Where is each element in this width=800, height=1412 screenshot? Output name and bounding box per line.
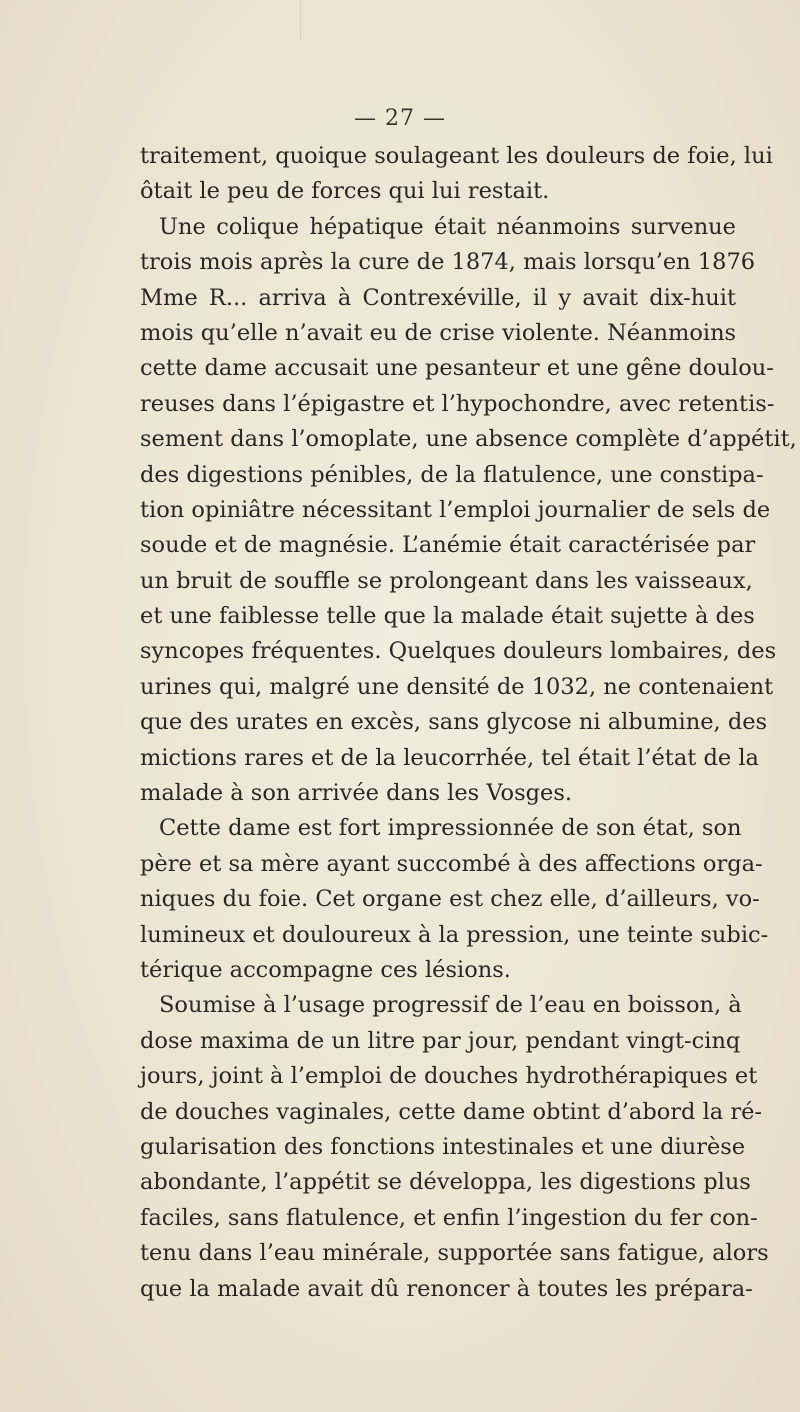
text-line: mictions rares et de la leucorrhée, tel était l’état de la (140, 744, 759, 771)
paragraph (140, 988, 769, 1307)
text-line: jours, joint à l’emploi de douches hydrothérapiques et (140, 1063, 758, 1090)
text-line: Cette dame est fort impressionnée de son état, son (159, 815, 742, 842)
text-line: un bruit de souffle se prolongeant dans les vaisseaux, (140, 567, 753, 594)
text-line: que la malade avait dû renoncer à toutes les prépara- (140, 1275, 753, 1302)
text-line: ôtait le peu de forces qui lui restait. (140, 178, 550, 205)
body-text (140, 139, 797, 1307)
text-line: urines qui, malgré une densité de 1032, ne contenaient (140, 673, 774, 700)
text-line: malade à son arrivée dans les Vosges. (140, 780, 573, 807)
paper-crease (300, 0, 301, 40)
text-line: tenu dans l’eau minérale, supportée sans fatigue, alors (140, 1240, 769, 1267)
text-line: Une colique hépatique était néanmoins survenue (159, 213, 736, 240)
text-line: syncopes fréquentes. Quelques douleurs lombaires, des (140, 638, 777, 665)
paragraph (140, 811, 769, 988)
text-line: de douches vaginales, cette dame obtint d’abord la ré- (140, 1098, 763, 1125)
text-line: que des urates en excès, sans glycose ni albumine, des (140, 709, 768, 736)
text-line: traitement, quoique soulageant les douleurs de foie, lui (140, 143, 773, 169)
text-line: sement dans l’omoplate, une absence complète d’appétit, (140, 426, 797, 453)
text-line: Mme R... arriva à Contrexéville, il y avait dix-huit (140, 284, 736, 311)
text-line: lumineux et douloureux à la pression, une teinte subic- (140, 921, 769, 948)
text-line: cette dame accusait une pesanteur et une gêne doulou- (140, 355, 774, 382)
text-line: tion opiniâtre nécessitant l’emploi journalier de sels de (140, 496, 771, 523)
text-line: faciles, sans flatulence, et enfin l’ingestion du fer con- (140, 1204, 758, 1231)
text-line: soude et de magnésie. L’anémie était caractérisée par (140, 532, 756, 559)
page-number: — 27 — (354, 106, 446, 131)
text-line: trois mois après la cure de 1874, mais lorsqu’en 1876 (140, 249, 756, 276)
text-line: Soumise à l’usage progressif de l’eau en boisson, à (159, 992, 742, 1019)
text-line: niques du foie. Cet organe est chez elle, d’ailleurs, vo- (140, 886, 760, 913)
paragraph (140, 139, 773, 210)
text-line: gularisation des fonctions intestinales et une diurèse (140, 1133, 746, 1160)
text-line: mois qu’elle n’avait eu de crise violente. Néanmoins (140, 319, 737, 346)
text-line: abondante, l’appétit se développa, les digestions plus (140, 1169, 751, 1196)
paragraph (140, 210, 797, 812)
text-line: et une faiblesse telle que la malade était sujette à des (140, 603, 755, 630)
text-line: reuses dans l’épigastre et l’hypochondre, avec retentis- (140, 390, 775, 417)
text-line: térique accompagne ces lésions. (140, 956, 511, 983)
text-line: des digestions pénibles, de la flatulence, une constipa- (140, 461, 764, 488)
text-line: père et sa mère ayant succombé à des affections orga- (140, 850, 763, 877)
text-line: dose maxima de un litre par jour, pendant vingt-cinq (140, 1027, 741, 1054)
